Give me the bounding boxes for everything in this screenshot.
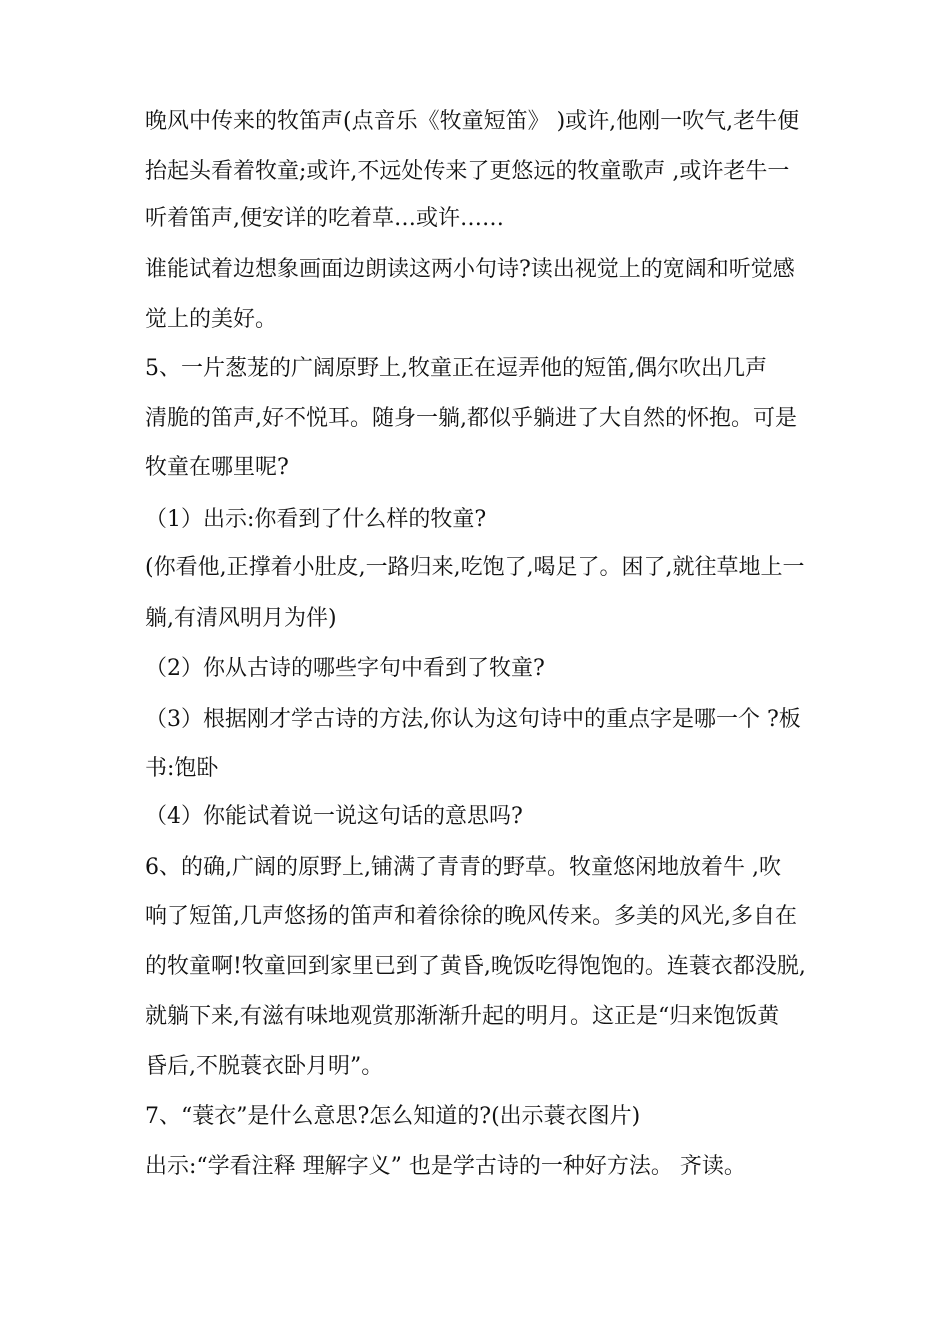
- text-line: 书:饱卧: [145, 756, 219, 781]
- text-line: 昏后,不脱蓑衣卧月明”。: [145, 1054, 384, 1079]
- text-line: 牧童在哪里呢?: [145, 455, 289, 480]
- text-line: 响了短笛,几声悠扬的笛声和着徐徐的晚风传来。多美的风光,多自在: [145, 904, 797, 929]
- text-line: （4）你能试着说一说这句话的意思吗?: [145, 804, 523, 829]
- text-line: （3）根据刚才学古诗的方法,你认为这句诗中的重点字是哪一个 ?板: [145, 707, 801, 732]
- text-line: 的牧童啊!牧童回到家里已到了黄昏,晚饭吃得饱饱的。连蓑衣都没脱,: [145, 954, 806, 979]
- text-line: 晚风中传来的牧笛声(点音乐《牧童短笛》 )或许,他刚一吹气,老牛便: [145, 109, 800, 134]
- text-line: 6、的确,广阔的原野上,铺满了青青的野草。牧童悠闲地放着牛 ,吹: [145, 855, 781, 880]
- text-line: 觉上的美好。: [145, 307, 278, 332]
- text-line: 出示:“学看注释 理解字义” 也是学古诗的一种好方法。 齐读。: [145, 1154, 746, 1179]
- text-line: 5、一片葱茏的广阔原野上,牧童正在逗弄他的短笛,偶尔吹出几声: [145, 356, 767, 381]
- text-line: (你看他,正撑着小肚皮,一路归来,吃饱了,喝足了。困了,就往草地上一: [145, 555, 805, 580]
- text-line: （2）你从古诗的哪些字句中看到了牧童?: [145, 656, 545, 681]
- text-line: 躺,有清风明月为伴): [145, 606, 337, 631]
- text-line: 谁能试着边想象画面边朗读这两小句诗?读出视觉上的宽阔和听觉感: [145, 257, 795, 282]
- text-line: 清脆的笛声,好不悦耳。随身一躺,都似乎躺进了大自然的怀抱。可是: [145, 406, 797, 431]
- text-line: 抬起头看着牧童;或许,不远处传来了更悠远的牧童歌声 ,或许老牛一: [145, 159, 790, 184]
- text-line: （1）出示:你看到了什么样的牧童?: [145, 507, 487, 532]
- text-line: 听着笛声,便安详的吃着草…或许……: [145, 206, 504, 231]
- text-line: 7、“蓑衣”是什么意思?怎么知道的?(出示蓑衣图片): [145, 1104, 641, 1129]
- text-line: 就躺下来,有滋有味地观赏那渐渐升起的明月。这正是“归来饱饭黄: [145, 1004, 780, 1029]
